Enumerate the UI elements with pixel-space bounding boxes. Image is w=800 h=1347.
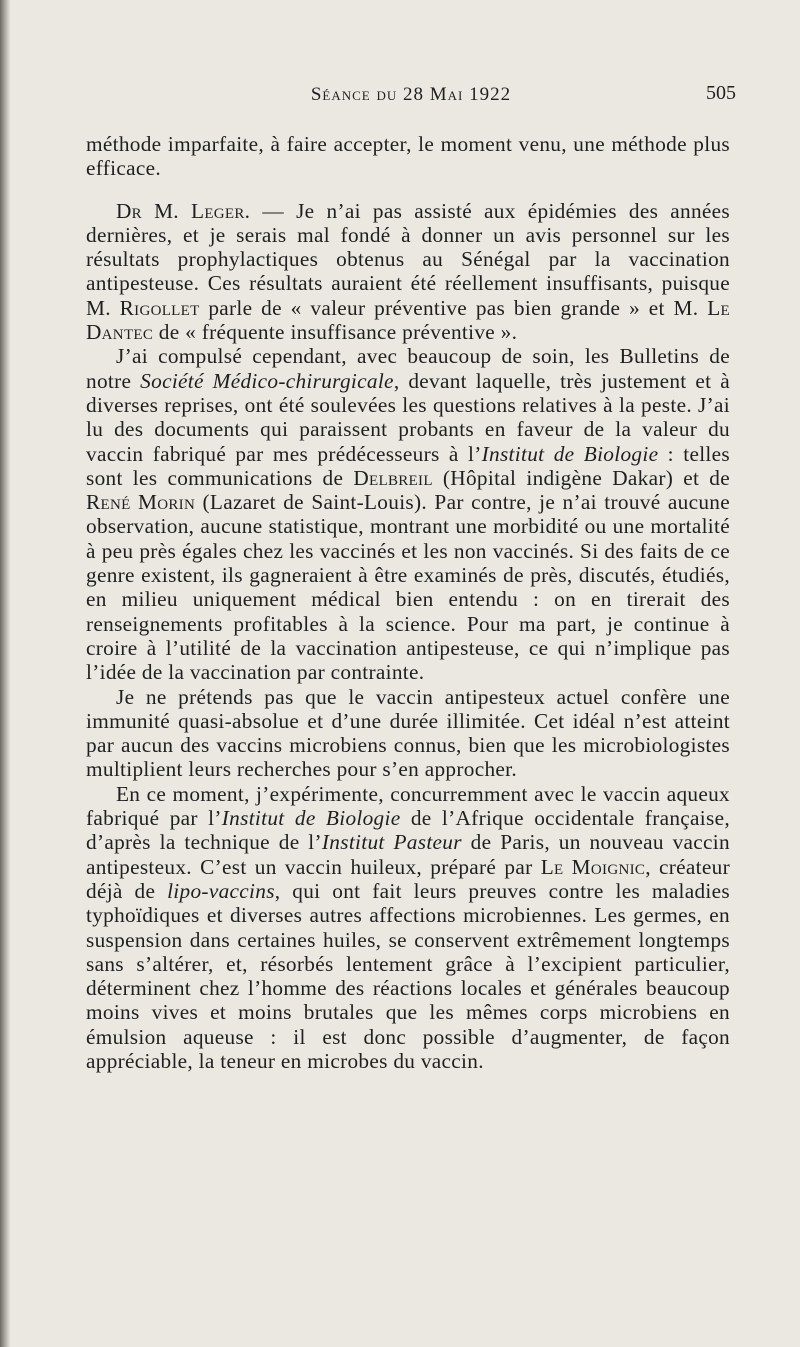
paragraph-1 — [86, 132, 730, 181]
paragraph-5-text-4: , créateur déjà de — [86, 854, 730, 903]
speaker-name: Dr M. Leger. — [116, 198, 251, 223]
paragraph-3-text-3: : telles sont les communications de — [86, 441, 730, 490]
paragraph-3-text-4: (Hôpital indigène Dakar) et de — [432, 465, 730, 490]
paragraph-5-text-3: de Paris, un nouveau vaccin antipesteux. C’est un vaccin huileux, préparé par — [86, 830, 730, 879]
term-title: lipo-vaccins — [167, 878, 275, 903]
paragraph-5-text-2: de l’Afrique occidentale française, d’après la technique de l’ — [86, 806, 730, 855]
paragraph-3-text-1: J’ai compulsé cependant, avec beaucoup de soin, les Bulletins de notre — [86, 344, 730, 393]
page-header — [86, 80, 736, 114]
paragraph-1-text: méthode imparfaite, à faire accepter, le moment venu, une méthode plus efficace. — [86, 132, 730, 181]
author-name: Le Dantec — [86, 295, 730, 345]
paragraph-3-text-2: , devant laquelle, très justement et à diverses reprises, ont été soulevées les questions relatives à la peste. J’ai lu des documents qui paraissent probants en faveur de la valeur du vaccin fabriqué par mes prédécesseurs à l’ — [86, 368, 731, 466]
running-head: Séance du 28 Mai 1922 — [310, 84, 512, 105]
institute-title: Institut Pasteur — [321, 830, 462, 855]
paragraph-3-text-5: (Lazaret de Saint-Louis). Par contre, je n’ai trouvé aucune observation, aucune statistique, montrant une morbidité ou une mortalité à peu près égales chez les vaccinés et les non vaccinés. Si des faits de ce genre existent, ils gagneraient à être examinés de près, discutés, étudiés, en milieu uniquement médical bien entendu : on en tirerait des renseignements profitables à la science. Pour ma part, je continue à croire à l’utilité de la vaccination antipesteuse, ce qui n’implique pas l’idée de la vaccination par contrainte. — [86, 490, 730, 685]
body-text — [86, 132, 730, 1073]
paragraph-2-text-2: parle de « valeur préventive pas bien grande » et M. — [199, 295, 708, 320]
page-binding-edge — [0, 0, 10, 1347]
paragraph-2-text-3: de « fréquente insuffisance préventive ». — [153, 320, 518, 345]
author-name: Delbreil — [353, 465, 433, 490]
paragraph-5 — [86, 782, 730, 1074]
institute-title: Institut de Biologie — [221, 806, 401, 831]
paragraph-3 — [86, 344, 730, 684]
author-name: René Morin — [86, 490, 196, 515]
paragraph-4 — [86, 685, 730, 782]
paragraph-2 — [86, 199, 730, 345]
paragraph-2-text-1: — Je n’ai pas assisté aux épidémies des années dernières, et je serais mal fondé à donner un avis personnel sur les résultats prophylactiques obtenus au Sénégal par la vaccination antipesteuse. Ces résultats auraient été réellement insuffisants, puisque M. — [86, 198, 730, 320]
paragraph-4-text: Je ne prétends pas que le vaccin antipesteux actuel confère une immunité quasi-absolue et d’une durée illimitée. Cet idéal n’est atteint par aucun des vaccins microbiens connus, bien que les microbiologistes multiplient leurs recherches pour s’en approcher. — [86, 684, 730, 782]
society-title: Société Médico-chirurgicale — [140, 368, 394, 393]
paragraph-5-text-5: , qui ont fait leurs preuves contre les maladies typhoïdiques et diverses autres affections microbiennes. Les germes, en suspension dans certaines huiles, se conservent extrêmement longtemps sans s’altérer, et, résorbés lentement grâce à l’excipient particulier, déterminent chez l’homme des réactions locales et générales beaucoup moins vives et moins brutales que les mêmes corps microbiens en émulsion aqueuse : il est donc possible d’augmenter, de façon appréciable, la teneur en microbes du vaccin. — [86, 878, 730, 1073]
author-name: Rigollet — [119, 295, 200, 320]
page-number: 505 — [706, 82, 736, 104]
author-name: Le Moignic — [540, 854, 646, 879]
institute-title: Institut de Biologie — [481, 441, 659, 466]
paragraph-5-text-1: En ce moment, j’expérimente, concurremment avec le vaccin aqueux fabriqué par l’ — [86, 781, 730, 831]
